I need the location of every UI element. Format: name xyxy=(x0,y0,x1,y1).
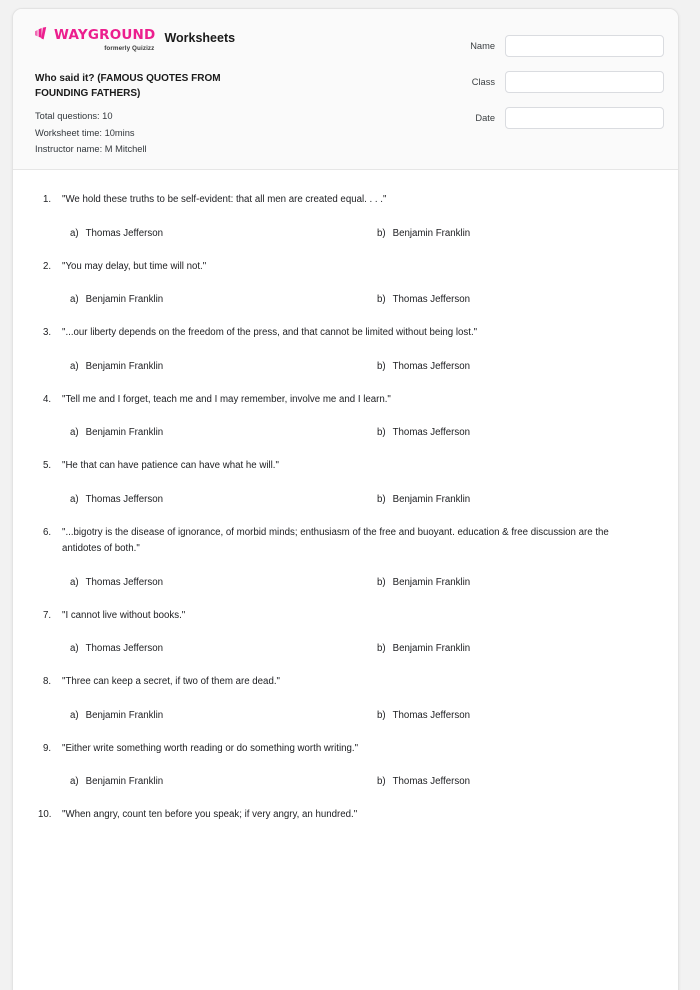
question-line xyxy=(35,674,656,691)
date-field-row xyxy=(394,107,664,129)
wayground-mark-icon xyxy=(35,27,51,44)
question-item xyxy=(35,608,656,657)
question-text: "He that can have patience can have what he will." xyxy=(62,460,279,471)
answer-option[interactable] xyxy=(377,226,656,241)
answer-option-key: b) xyxy=(377,709,386,721)
question-number: 1. xyxy=(43,194,52,205)
answer-option-text: Thomas Jefferson xyxy=(85,643,163,654)
question-text: "You may delay, but time will not." xyxy=(62,260,207,272)
answer-option-key: b) xyxy=(377,493,386,505)
name-field-row xyxy=(394,35,664,57)
answer-option-key: b) xyxy=(377,776,386,787)
answer-option-key: b) xyxy=(377,360,386,372)
question-number: 5. xyxy=(43,460,52,471)
question-item xyxy=(35,674,656,723)
instructor-name: Instructor name: M Mitchell xyxy=(35,144,147,154)
answer-option-text: Benjamin Franklin xyxy=(85,360,164,372)
answer-option-key: b) xyxy=(377,576,386,588)
answer-options xyxy=(35,774,656,789)
question-item xyxy=(35,525,656,590)
answer-option-text: Thomas Jefferson xyxy=(85,227,163,239)
question-text: "...bigotry is the disease of ignorance, of morbid minds; enthusiasm of the free and buoyant. education & free discussion are the antidotes of both." xyxy=(62,526,609,554)
answer-option-text: Benjamin Franklin xyxy=(85,709,164,721)
question-number: 7. xyxy=(43,609,52,621)
question-item xyxy=(35,458,656,507)
question-text: "Three can keep a secret, if two of them are dead." xyxy=(62,676,280,687)
answer-option-text: Thomas Jefferson xyxy=(392,709,470,721)
answer-option-key: a) xyxy=(70,643,79,654)
answer-option[interactable] xyxy=(70,774,377,789)
question-item xyxy=(35,259,656,308)
answer-options xyxy=(35,641,656,656)
questions-list xyxy=(13,170,678,824)
name-input[interactable] xyxy=(505,35,664,57)
answer-option-key: a) xyxy=(70,709,79,721)
answer-option-text: Thomas Jefferson xyxy=(85,576,163,588)
answer-option-text: Thomas Jefferson xyxy=(392,294,470,305)
answer-option[interactable] xyxy=(70,425,377,440)
product-label: Worksheets xyxy=(164,31,236,45)
question-text: "We hold these truths to be self-evident: that all men are created equal. . . ." xyxy=(62,194,387,205)
question-number: 9. xyxy=(43,742,52,754)
worksheet-meta xyxy=(35,72,365,158)
question-text: "I cannot live without books." xyxy=(62,609,186,621)
answer-option[interactable] xyxy=(70,492,377,507)
question-item xyxy=(35,741,656,790)
worksheet-title: Who said it? (FAMOUS QUOTES FROM FOUNDING FATHERS) xyxy=(35,73,221,99)
question-item xyxy=(35,325,656,374)
answer-option-key: a) xyxy=(70,493,79,505)
answer-option-text: Benjamin Franklin xyxy=(392,576,471,588)
answer-option[interactable] xyxy=(377,774,656,789)
answer-option[interactable] xyxy=(377,425,656,440)
answer-option[interactable] xyxy=(377,708,656,723)
answer-option-text: Thomas Jefferson xyxy=(392,776,470,787)
question-text: "When angry, count ten before you speak; if very angry, an hundred." xyxy=(62,809,358,820)
question-line xyxy=(35,259,656,276)
answer-options xyxy=(35,492,656,507)
answer-option-key: b) xyxy=(377,294,386,305)
answer-option[interactable] xyxy=(377,575,656,590)
question-number: 10. xyxy=(38,809,52,820)
question-line xyxy=(35,807,656,824)
question-line xyxy=(35,525,656,558)
answer-option-text: Thomas Jefferson xyxy=(85,493,163,505)
question-text: "Tell me and I forget, teach me and I may remember, involve me and I learn." xyxy=(62,393,391,405)
question-line xyxy=(35,608,656,625)
answer-option[interactable] xyxy=(70,292,377,307)
answer-options xyxy=(35,575,656,590)
question-item xyxy=(35,192,656,241)
question-line xyxy=(35,741,656,758)
question-number: 4. xyxy=(43,393,52,405)
question-text: "Either write something worth reading or do something worth writing." xyxy=(62,742,359,754)
answer-option-key: b) xyxy=(377,227,386,239)
class-input[interactable] xyxy=(505,71,664,93)
answer-option[interactable] xyxy=(70,641,377,656)
question-item xyxy=(35,807,656,824)
question-number: 6. xyxy=(43,526,52,538)
answer-option[interactable] xyxy=(377,492,656,507)
answer-option-text: Thomas Jefferson xyxy=(392,427,470,438)
wayground-logo[interactable] xyxy=(35,27,155,52)
worksheet-time: Worksheet time: 10mins xyxy=(35,127,135,138)
answer-option[interactable] xyxy=(377,359,656,374)
name-label: Name xyxy=(470,41,495,51)
date-label: Date xyxy=(475,113,495,123)
question-number: 2. xyxy=(43,260,52,272)
answer-option-key: a) xyxy=(70,576,79,588)
answer-option[interactable] xyxy=(377,292,656,307)
answer-option-key: a) xyxy=(70,360,79,372)
answer-options xyxy=(35,226,656,241)
question-item xyxy=(35,392,656,441)
logo-lockup xyxy=(35,27,155,44)
answer-option-key: a) xyxy=(70,227,79,239)
question-line xyxy=(35,458,656,475)
worksheet-sheet xyxy=(12,8,679,990)
answer-option-key: b) xyxy=(377,427,386,438)
answer-options xyxy=(35,359,656,374)
answer-option[interactable] xyxy=(70,359,377,374)
question-number: 3. xyxy=(43,327,52,338)
answer-option-text: Thomas Jefferson xyxy=(392,360,470,372)
answer-option-text: Benjamin Franklin xyxy=(392,227,471,239)
question-line xyxy=(35,392,656,409)
answer-option-text: Benjamin Franklin xyxy=(392,493,471,505)
question-text: "...our liberty depends on the freedom of the press, and that cannot be limited without being lost." xyxy=(62,327,478,338)
worksheet-header xyxy=(13,9,678,170)
answer-options xyxy=(35,708,656,723)
answer-option-text: Benjamin Franklin xyxy=(392,643,471,654)
answer-option[interactable] xyxy=(70,708,377,723)
answer-options xyxy=(35,425,656,440)
answer-option-key: a) xyxy=(70,294,79,305)
answer-option-key: b) xyxy=(377,643,386,654)
answer-option-text: Benjamin Franklin xyxy=(85,427,164,438)
answer-options xyxy=(35,292,656,307)
answer-option-text: Benjamin Franklin xyxy=(85,776,164,787)
answer-option[interactable] xyxy=(70,226,377,241)
total-questions: Total questions: 10 xyxy=(35,111,113,121)
logo-wordmark: WAYGROUND xyxy=(54,26,156,43)
question-line xyxy=(35,325,656,342)
date-input[interactable] xyxy=(505,107,664,129)
logo-subtitle: formerly Quizizz xyxy=(104,45,155,52)
answer-option-key: a) xyxy=(70,776,79,787)
answer-option[interactable] xyxy=(377,641,656,656)
question-number: 8. xyxy=(43,676,52,687)
answer-option-key: a) xyxy=(70,427,79,438)
answer-option-text: Benjamin Franklin xyxy=(85,294,164,305)
answer-option[interactable] xyxy=(70,575,377,590)
class-label: Class xyxy=(471,77,495,87)
class-field-row xyxy=(394,71,664,93)
question-line xyxy=(35,192,656,209)
student-fields xyxy=(394,35,664,143)
